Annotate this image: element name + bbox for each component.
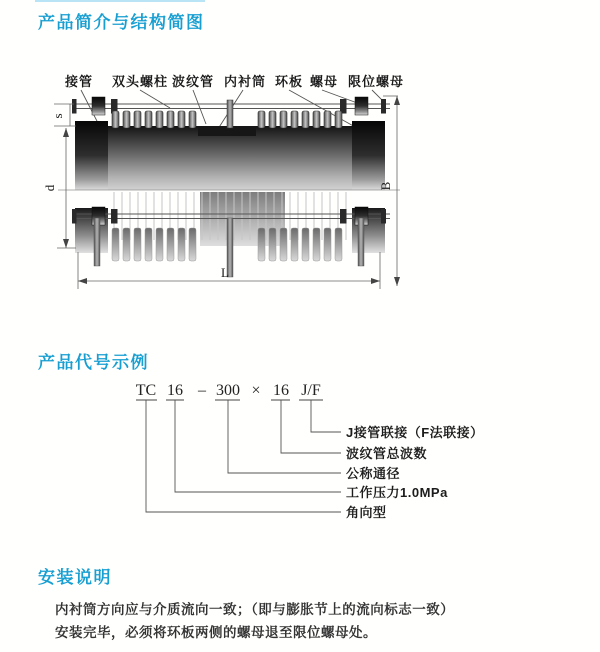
center-stud-top: [227, 100, 233, 128]
callout-labels: [346, 425, 484, 520]
left-end-pipe: [75, 121, 108, 190]
top-edge-artifact: [35, 0, 205, 2]
code-example-diagram: [0, 378, 600, 526]
section-title-install: 安装说明: [38, 568, 112, 587]
dim-label-s: s: [50, 113, 65, 119]
install-note-1: 内衬筒方向应与介质流向一致；（即与膨胀节上的流向标志一致）: [55, 602, 455, 617]
callout-working-pressure: 工作压力1.0MPa: [346, 485, 448, 500]
part-labels: [64, 74, 404, 89]
dim-d: [42, 128, 76, 248]
dim-label-b: B: [378, 181, 393, 191]
code-token-connection: J/F: [301, 382, 321, 399]
stud-left: [94, 218, 100, 266]
code-token-type: TC: [135, 382, 157, 399]
code-tokens: [136, 382, 321, 399]
label-shuangtouluozhu: 双头螺柱: [111, 74, 169, 89]
section-title-intro: 产品简介与结构简图: [38, 13, 205, 32]
section-title-code: 产品代号示例: [38, 353, 149, 372]
label-huanban: 环板: [274, 74, 304, 89]
code-token-pressure: 16: [167, 382, 183, 399]
label-bowenguan: 波纹管: [171, 74, 215, 89]
structure-diagram: [0, 62, 600, 302]
install-note-2: 安装完毕，必须将环板两侧的螺母退至限位螺母处。: [55, 625, 377, 640]
callout-wave-count: 波纹管总波数: [346, 446, 428, 461]
callout-angular-type: 角向型: [346, 505, 387, 520]
dim-label-l: L: [221, 265, 229, 280]
label-luomu: 螺母: [309, 74, 339, 89]
code-token-diameter: 300: [216, 382, 240, 399]
code-token-dash: –: [198, 382, 206, 399]
right-end-pipe: [352, 121, 385, 190]
label-neichentong: 内衬筒: [223, 74, 267, 89]
label-xianweiluomu: 限位螺母: [347, 74, 405, 89]
stud-right: [358, 218, 364, 266]
label-jieguan: 接管: [64, 74, 94, 89]
callout-nominal-diameter: 公称通径: [346, 466, 401, 481]
callout-connection: J接管联接（F法联接）: [346, 425, 484, 440]
code-token-waves: 16: [273, 382, 289, 399]
callout-lines: [146, 400, 341, 512]
code-token-times: ×: [251, 382, 261, 399]
dim-label-d: d: [42, 184, 57, 192]
